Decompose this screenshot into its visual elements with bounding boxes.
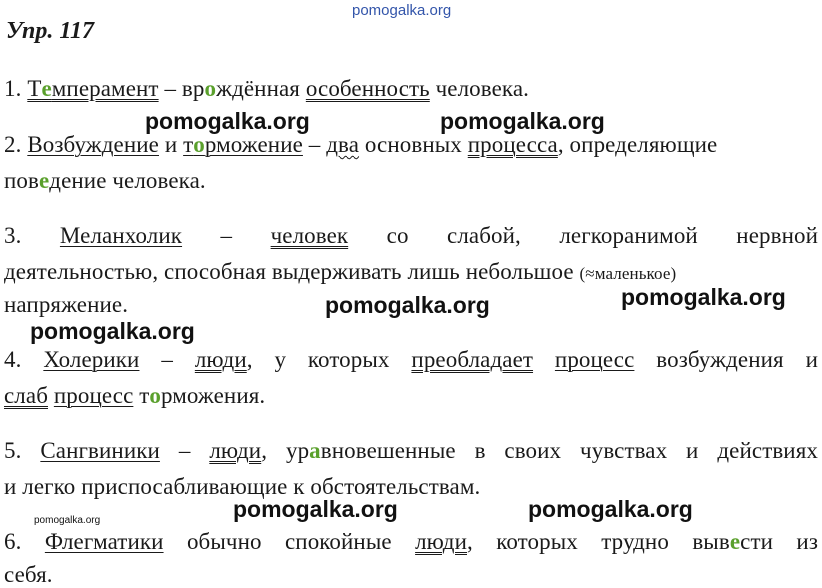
watermark: pomogalka.org [233,496,398,522]
sentence-6-line-2: себя. [4,562,53,587]
watermark: pomogalka.org [145,108,310,134]
predicate-word: особенность [305,76,430,101]
subject-word: процесс [53,383,134,408]
watermark-small: pomogalka.org [34,515,101,526]
sentence-number: 1. [4,76,28,101]
highlight-letter: о [193,132,205,157]
predicate-word: слаб [4,383,48,408]
watermark: pomogalka.org [440,108,605,134]
watermark: pomogalka.org [621,284,786,310]
subject-word: Сангвиники [40,438,160,463]
predicate-word: люди [209,438,262,463]
sentence-4: 4. Холерики – люди, у которых преобладает процесс возбуждения и [4,347,818,372]
subject-word: Меланхолик [59,223,183,248]
highlight-letter: а [309,438,321,463]
sentence-1: 1. Темперамент – врождённая особенность человека. [4,76,530,101]
predicate-word: люди [194,347,247,372]
highlight-letter: е [41,76,52,101]
subject-word: Темперамент [27,76,159,101]
attribute-word: два [326,132,360,157]
sentence-number: 4. [4,347,44,372]
predicate-word: процесса [467,132,558,157]
highlight-letter: о [204,76,217,101]
sentence-5-line-2: и легко приспосабливающие к обстоятельствам. [4,474,481,499]
subject-word: торможение [183,132,303,157]
watermark: pomogalka.org [528,496,693,522]
sentence-number: 2. [4,132,28,157]
subject-word: Флегматики [44,529,164,554]
sentence-2: 2. Возбуждение и торможение – два основных процесса, определяющие [4,132,718,157]
sentence-number: 5. [4,438,41,463]
sentence-5: 5. Сангвиники – люди, уравновешенные в своих чувствах и действиях [4,438,818,463]
subject-word: процесс [554,347,635,372]
sentence-3: 3. Меланхолик – человек со слабой, легкоранимой нервной [4,223,818,248]
sentence-6: 6. Флегматики обычно спокойные люди, которых трудно вывести из [4,529,819,554]
watermark: pomogalka.org [30,318,195,344]
sentence-2-line-2: поведение человека. [4,168,206,193]
predicate-word: преобладает [411,347,534,372]
highlight-letter: о [149,383,161,408]
predicate-word: люди [415,529,467,554]
sentence-number: 6. [4,529,45,554]
sentence-3-line-3: напряжение. [4,292,129,317]
sentence-3-line-2: деятельностью, способная выдерживать лишь небольшое (≈маленькое) [4,259,677,284]
subject-word: Холерики [43,347,140,372]
synonym-note: (≈маленькое) [579,264,677,283]
highlight-letter: е [38,168,50,193]
watermark-top: pomogalka.org [352,2,452,19]
highlight-letter: е [729,529,741,554]
subject-word: Возбуждение [27,132,159,157]
exercise-title: Упр. 117 [6,18,95,44]
watermark: pomogalka.org [325,292,490,318]
sentence-number: 3. [4,223,22,248]
predicate-word: человек [270,223,349,248]
sentence-4-line-2: слаб процесс торможения. [4,383,266,408]
